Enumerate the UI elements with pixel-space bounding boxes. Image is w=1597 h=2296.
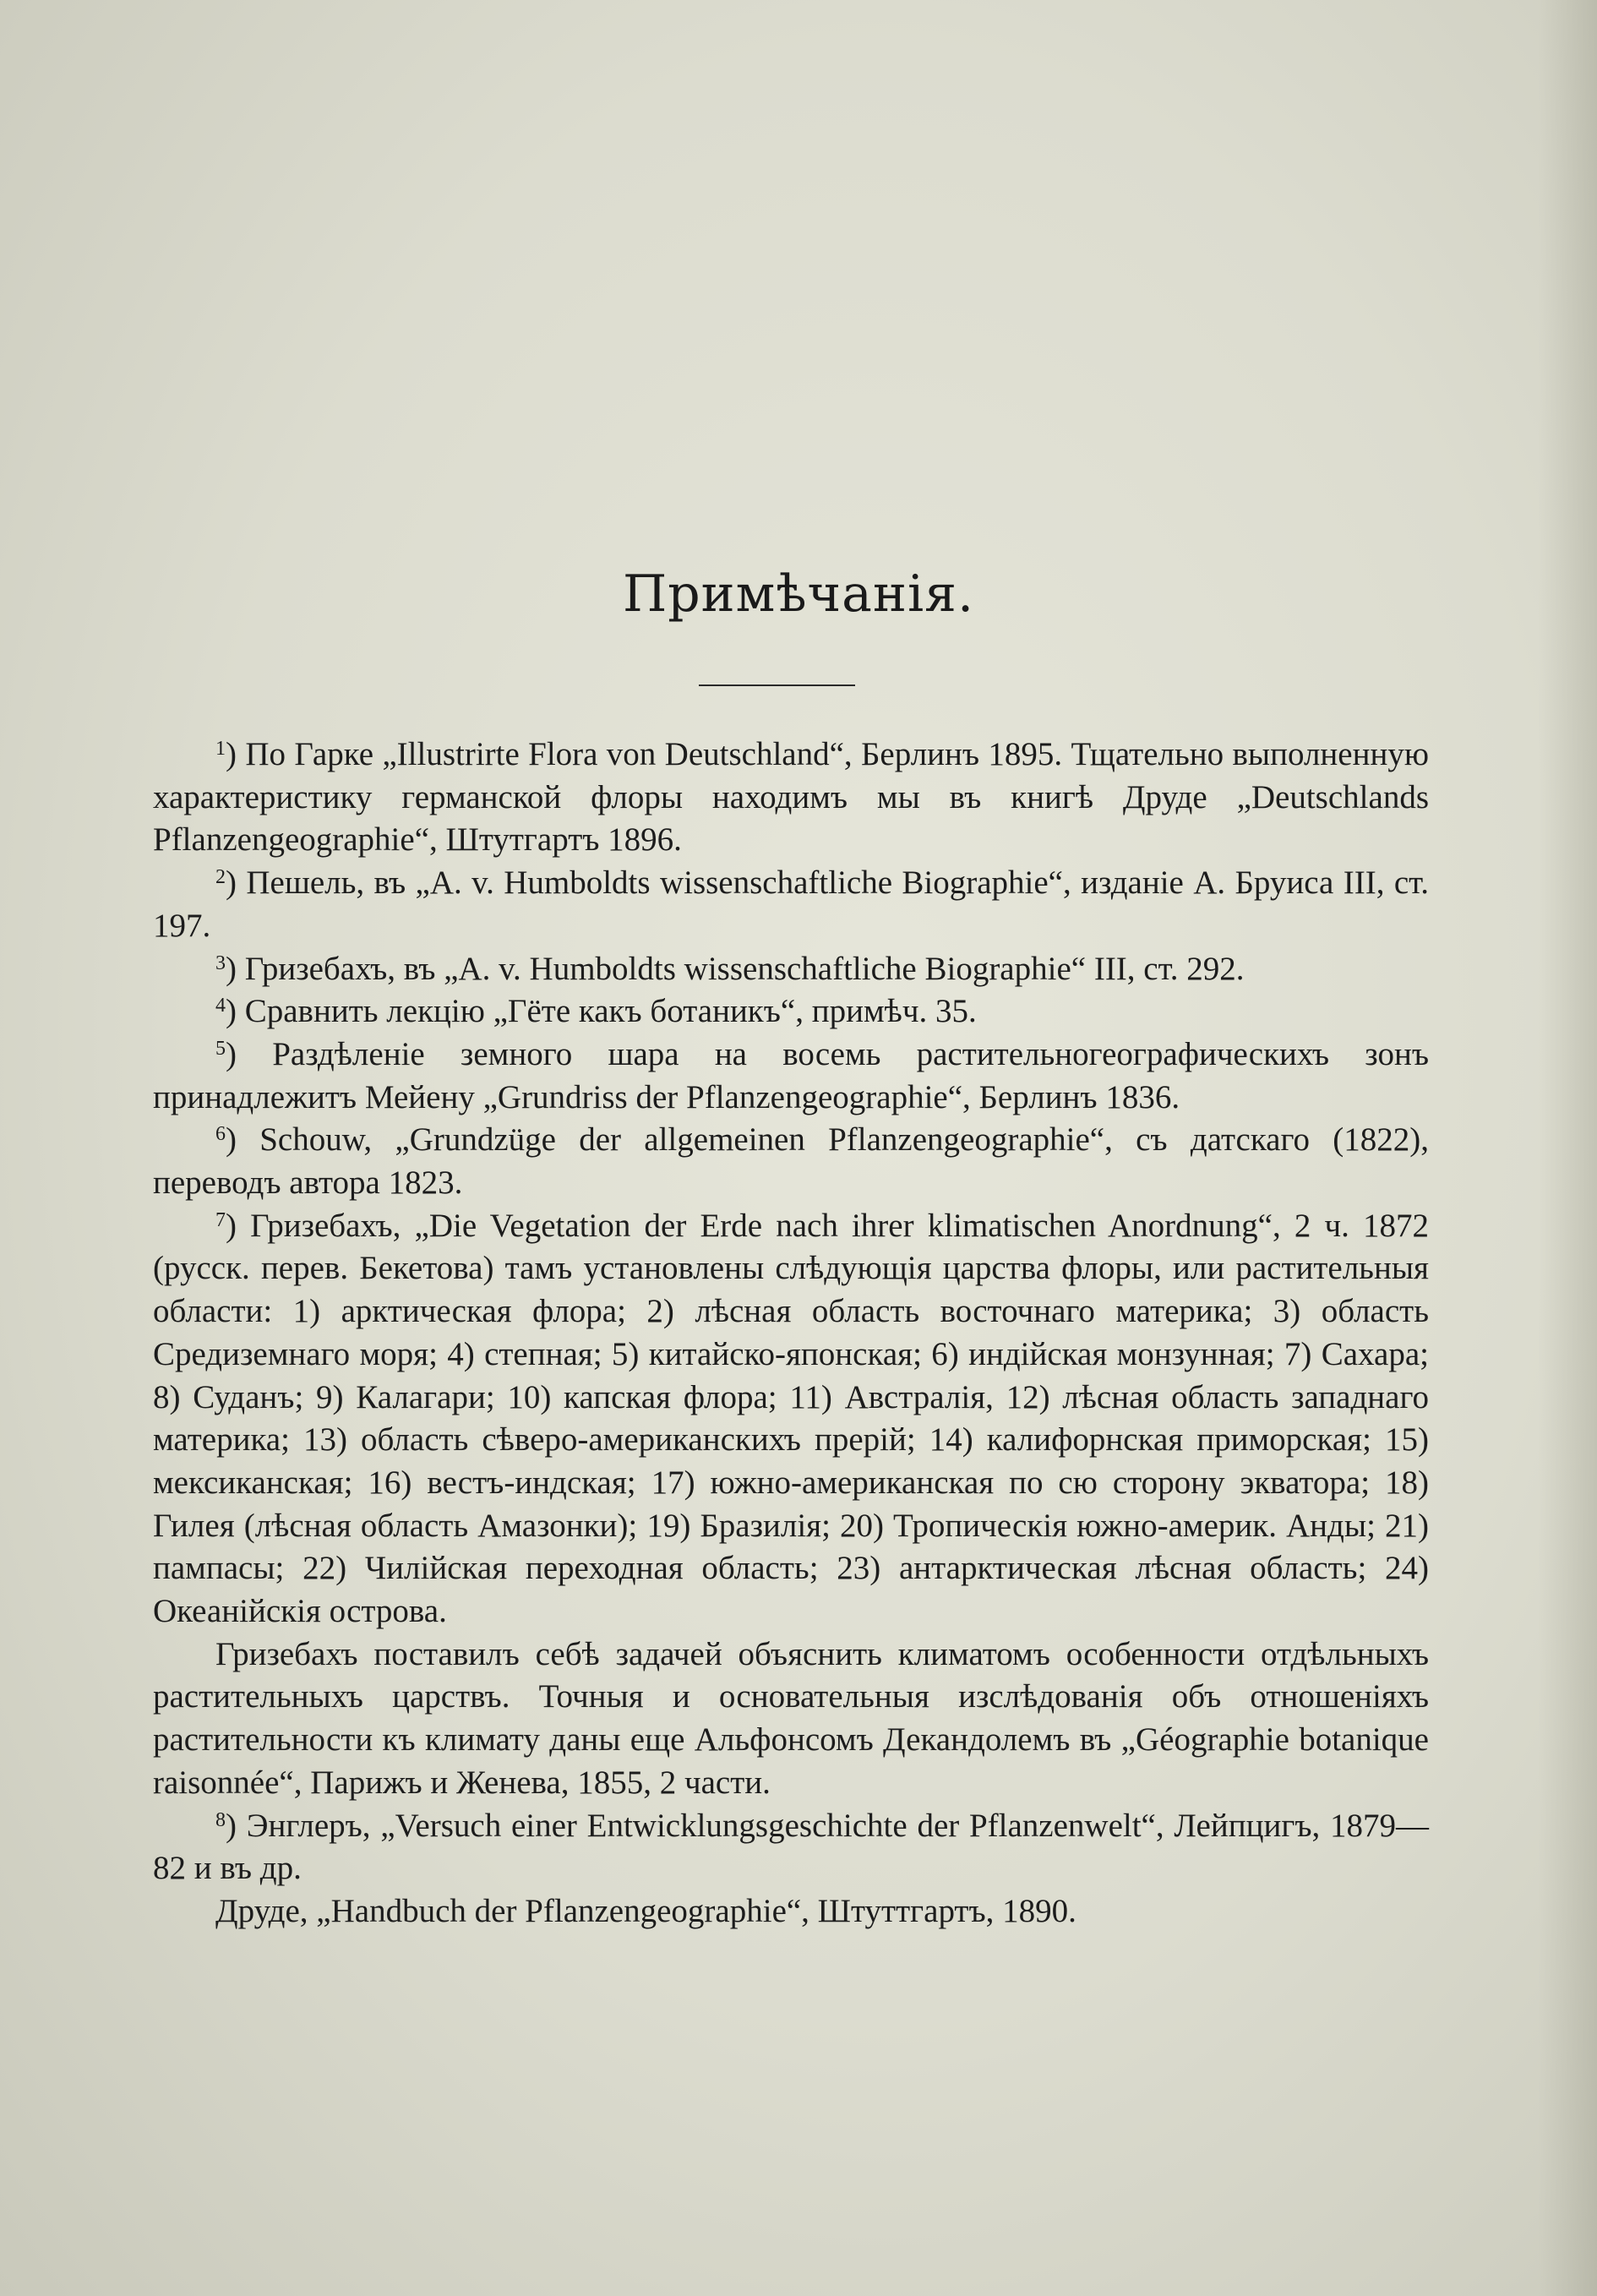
footnote-5 bbox=[153, 1033, 1429, 1119]
footnote-7 bbox=[153, 1205, 1429, 1633]
footnote-text: ) Энглеръ, „Versuch einer Entwicklungsgeschichte der Pflanzenwelt“, Лейпцигъ, 1879—82 и въ др. bbox=[153, 1807, 1429, 1887]
footnote-text: Гризебахъ поставилъ себѣ задачей объяснить климатомъ особенности отдѣльныхъ растительныхъ царствъ. Точныя и основательныя изслѣдованія объ отношеніяхъ растительности къ климату даны еще Альфонсомъ Декандолемъ въ „Géographie botanique raisonnée“, Парижъ и Женева, 1855, 2 части. bbox=[153, 1635, 1429, 1801]
footnote-8-continuation bbox=[153, 1890, 1429, 1933]
footnote-mark: 3 bbox=[215, 952, 226, 974]
footnote-4 bbox=[153, 990, 1429, 1033]
footnote-3 bbox=[153, 948, 1429, 991]
footnote-mark: 1 bbox=[215, 738, 226, 760]
footnote-8 bbox=[153, 1805, 1429, 1890]
footnote-1 bbox=[153, 734, 1429, 862]
footnote-mark: 2 bbox=[215, 866, 226, 889]
footnote-7-continuation bbox=[153, 1633, 1429, 1805]
title-divider bbox=[699, 684, 855, 686]
page-title: Примѣчанія. bbox=[622, 564, 975, 624]
footnote-text: ) Раздѣленіе земного шара на восемь растительногеографическихъ зонъ принадлежитъ Мейену „Grundriss der Pflanzengeographie“, Берлинъ 1836. bbox=[153, 1035, 1429, 1115]
footnote-text: ) По Гарке „Illustrirte Flora von Deutschland“, Берлинъ 1895. Тщательно выполненную характеристику германской флоры находимъ мы въ книгѣ Друде „Deutschlands Pflanzengeographie“, Штутгартъ 1896. bbox=[153, 736, 1429, 859]
page-edge-shadow bbox=[1538, 0, 1597, 2296]
footnote-2 bbox=[153, 862, 1429, 947]
footnote-text: ) Schouw, „Grundzüge der allgemeinen Pflanzengeographie“, съ датскаго (1822), переводъ автора 1823. bbox=[153, 1121, 1429, 1202]
footnote-text: ) Пешель, въ „A. v. Humboldts wissenschaftliche Biographie“, изданіе А. Бруиса III, ст. 197. bbox=[153, 864, 1429, 944]
footnote-mark: 6 bbox=[215, 1123, 226, 1146]
footnote-text: Друде, „Handbuch der Pflanzengeographie“, Штуттгартъ, 1890. bbox=[215, 1892, 1076, 1929]
footnote-text: ) Сравнить лекцію „Гёте какъ ботаникъ“, примѣч. 35. bbox=[226, 993, 977, 1030]
footnote-mark: 8 bbox=[215, 1808, 226, 1831]
footnote-mark: 7 bbox=[215, 1208, 226, 1231]
footnotes bbox=[153, 734, 1429, 1933]
footnote-text: ) Гризебахъ, „Die Vegetation der Erde nach ihrer klimatischen Anordnung“, 2 ч. 1872 (русск. перев. Бекетова) тамъ установлены слѣдующія царства флоры, или растительныя области: 1) арктическая флора; 2) лѣсная область восточнаго материка; 3) область Средиземнаго моря; 4) степная; 5) китайско-японская; 6) индійская монзунная; 7) Сахара; 8) Суданъ; 9) Калагари; 10) капская флора; 11) Австралія, 12) лѣсная область западнаго материка; 13) область сѣверо-американскихъ прерій; 14) калифорнская приморская; 15) мексиканская; 16) вестъ-индская; 17) южно-американская по сю сторону экватора; 18) Гилея (лѣсная область Амазонки); 19) Бразилія; 20) Тропическія южно-америк. Анды; 21) пампасы; 22) Чилійская переходная область; 23) антарктическая лѣсная область; 24) Океанійскія острова. bbox=[153, 1207, 1429, 1630]
footnote-6 bbox=[153, 1119, 1429, 1204]
footnote-mark: 5 bbox=[215, 1037, 226, 1060]
footnote-text: ) Гризебахъ, въ „A. v. Humboldts wissenschaftliche Biographie“ III, ст. 292. bbox=[226, 950, 1245, 987]
footnote-mark: 4 bbox=[215, 995, 226, 1017]
